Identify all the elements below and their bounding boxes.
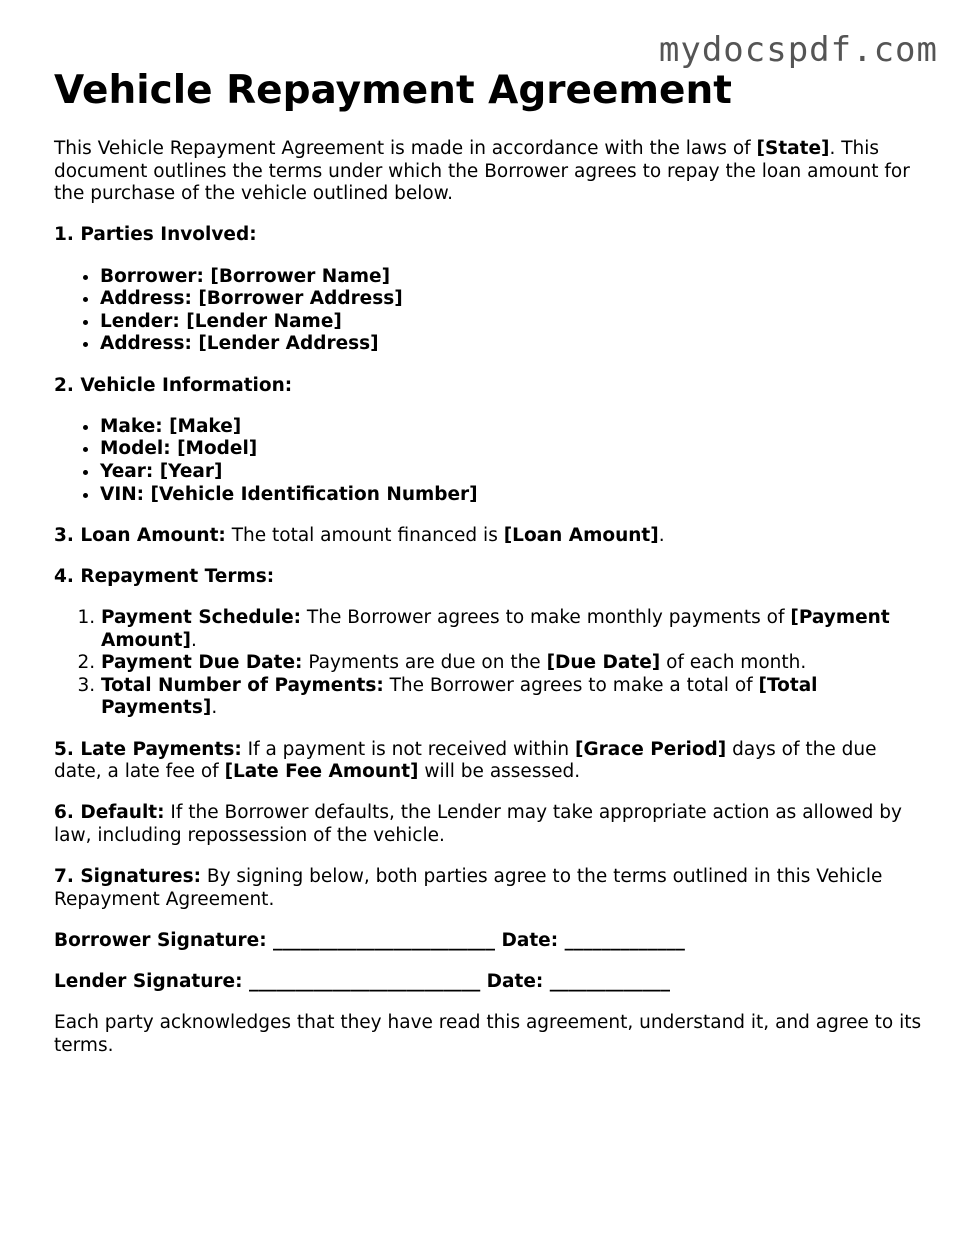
intro-post: . This document outlines the terms under which the Borrower agrees to repay the loan amount for the purchase of the vehicle outlined below. [54,138,910,205]
list-item: • VIN: [Vehicle Identification Number] [100,484,924,507]
list-item: • Year: [Year] [100,461,924,484]
repayment-list [54,607,924,720]
intro-paragraph [54,138,924,206]
list-item: • Make: [Make] [100,416,924,439]
loan-value: [Loan Amount] [503,524,659,546]
vehicle-heading: 2. Vehicle Information: [54,374,293,396]
loan-label: 3. Loan Amount: [54,524,226,546]
list-item: 3. Total Number of Payments: The Borrower agrees to make a total of [Total Payments]. [101,675,924,720]
intro-pre: This Vehicle Repayment Agreement is made in accordance with the laws of [54,138,757,159]
closing-paragraph: Each party acknowledges that they have read this agreement, understand it, and agree to its terms. [54,1012,922,1056]
watermark: mydocspdf.com [658,30,938,70]
document-body [54,66,924,1058]
list-item: 2. Payment Due Date: Payments are due on the [Due Date] of each month. [101,652,924,675]
list-item: • Model: [Model] [100,438,924,461]
intro-state: [State] [756,138,830,159]
signatures-paragraph: 7. Signatures: By signing below, both parties agree to the terms outlined in this Vehicle Repayment Agreement. [54,866,883,910]
late-payments-paragraph: 5. Late Payments: If a payment is not received within [Grace Period] days of the due date, a late fee of [Late Fee Amount] will be assessed. [54,738,877,783]
parties-list [54,266,924,356]
list-item: • Address: [Borrower Address] [100,288,924,311]
list-item: 1. Payment Schedule: The Borrower agrees to make monthly payments of [Payment Amount]. [101,607,924,652]
loan-amount-paragraph: 3. Loan Amount: The total amount financed is [Loan Amount]. [54,524,665,546]
parties-heading: 1. Parties Involved: [54,224,257,246]
default-paragraph: 6. Default: If the Borrower defaults, the Lender may take appropriate action as allowed by law, including repossession of the vehicle. [54,802,902,846]
lender-signature-line[interactable]: Lender Signature: _________________________ Date: _____________ [54,971,670,993]
document-title: Vehicle Repayment Agreement [54,68,732,113]
list-item: • Address: [Lender Address] [100,333,924,356]
borrower-signature-line[interactable]: Borrower Signature: ________________________ Date: _____________ [54,929,685,951]
vehicle-list [54,416,924,506]
list-item: • Lender: [Lender Name] [100,311,924,334]
list-item: • Borrower: [Borrower Name] [100,266,924,289]
repayment-heading: 4. Repayment Terms: [54,565,275,587]
